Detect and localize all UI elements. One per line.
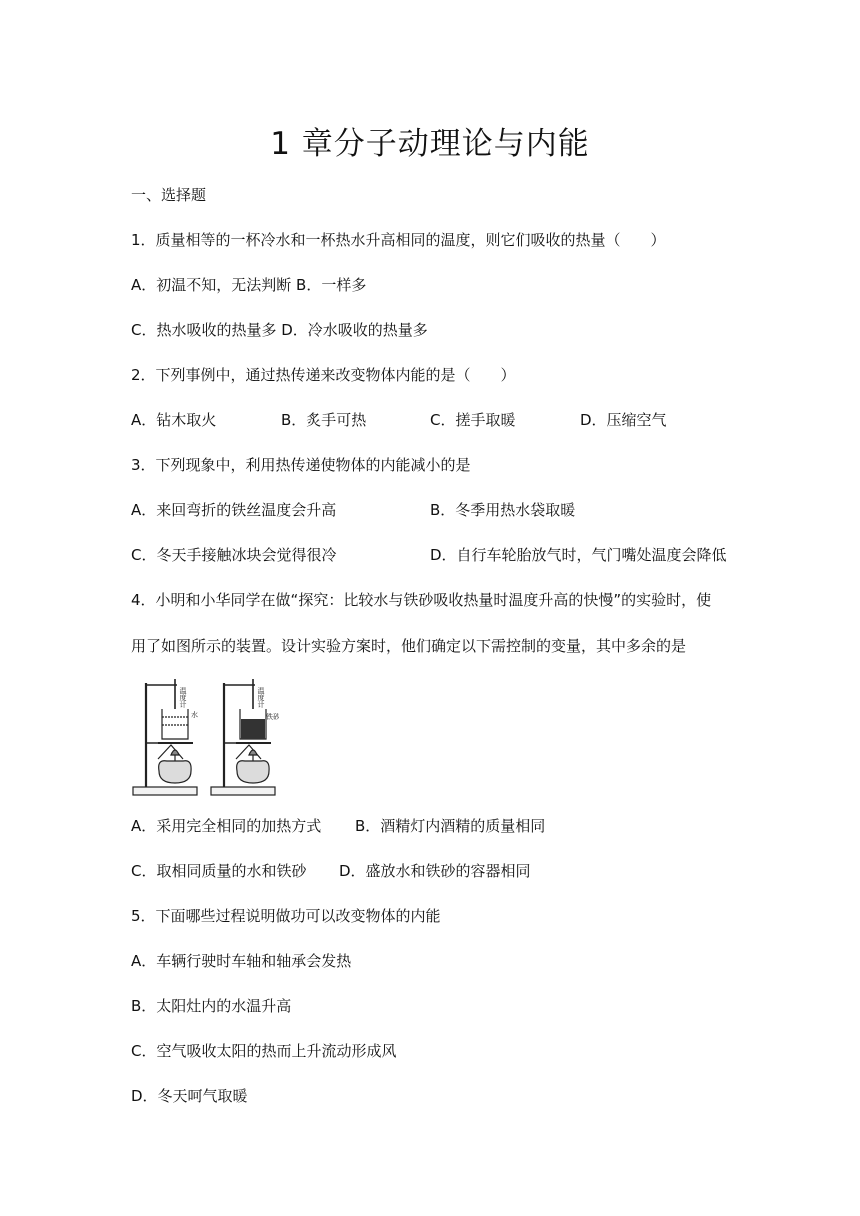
question-2-option-d: D．压缩空气 [580, 411, 667, 429]
question-1-stem: 1．质量相等的一杯冷水和一杯热水升高相同的温度，则它们吸收的热量（ ） [131, 231, 666, 249]
page-title: 1 章分子动理论与内能 [270, 126, 590, 162]
question-4-option-d: D．盛放水和铁砂的容器相同 [339, 862, 531, 880]
question-5-option-b: B．太阳灶内的水温升高 [131, 997, 292, 1015]
question-2-option-c: C．搓手取暖 [430, 411, 516, 429]
question-5-option-a: A．车辆行驶时车轴和轴承会发热 [131, 952, 352, 970]
experiment-apparatus-figure [131, 675, 279, 801]
question-2-stem: 2．下列事例中，通过热传递来改变物体内能的是（ ） [131, 366, 516, 384]
label-thermometer-right: 温度计 [257, 687, 265, 708]
question-1-options-row-2: C．热水吸收的热量多 D．冷水吸收的热量多 [131, 321, 428, 339]
label-water: 水 [191, 711, 198, 719]
label-thermometer-left: 温度计 [179, 687, 187, 708]
question-3-stem: 3．下列现象中，利用热传递使物体的内能减小的是 [131, 456, 471, 474]
left-wire-gauze [158, 745, 183, 759]
section-heading: 一、选择题 [131, 186, 207, 204]
right-wire-gauze [236, 745, 261, 759]
question-4-stem-line-2: 用了如图所示的装置。设计实验方案时，他们确定以下需控制的变量，其中多余的是 [131, 637, 687, 655]
question-3-option-a: A．来回弯折的铁丝温度会升高 [131, 501, 337, 519]
left-stand-base [133, 787, 197, 795]
left-alcohol-lamp [159, 761, 191, 783]
question-2-option-a: A．钻木取火 [131, 411, 217, 429]
right-stand-base [211, 787, 275, 795]
label-iron-sand: 铁砂 [266, 713, 279, 721]
question-5-option-d: D．冬天呵气取暖 [131, 1087, 248, 1105]
question-3-option-c: C．冬天手接触冰块会觉得很冷 [131, 546, 337, 564]
question-4-option-c: C．取相同质量的水和铁砂 [131, 862, 307, 880]
iron-sand [241, 719, 265, 739]
question-4-option-b: B．酒精灯内酒精的质量相同 [355, 817, 546, 835]
question-4-stem-line-1: 4．小明和小华同学在做“探究：比较水与铁砂吸收热量时温度升高的快慢”的实验时，使 [131, 591, 712, 609]
question-3-option-d: D．自行车轮胎放气时，气门嘴处温度会降低 [430, 546, 727, 564]
question-1-options-row-1: A．初温不知，无法判断 B．一样多 [131, 276, 367, 294]
question-4-option-a: A．采用完全相同的加热方式 [131, 817, 322, 835]
question-2-option-b: B．炙手可热 [281, 411, 367, 429]
question-5-stem: 5．下面哪些过程说明做功可以改变物体的内能 [131, 907, 441, 925]
right-alcohol-lamp [237, 761, 269, 783]
left-beaker [162, 709, 188, 739]
question-3-option-b: B．冬季用热水袋取暖 [430, 501, 576, 519]
question-5-option-c: C．空气吸收太阳的热而上升流动形成风 [131, 1042, 397, 1060]
apparatus-diagram [131, 675, 279, 801]
